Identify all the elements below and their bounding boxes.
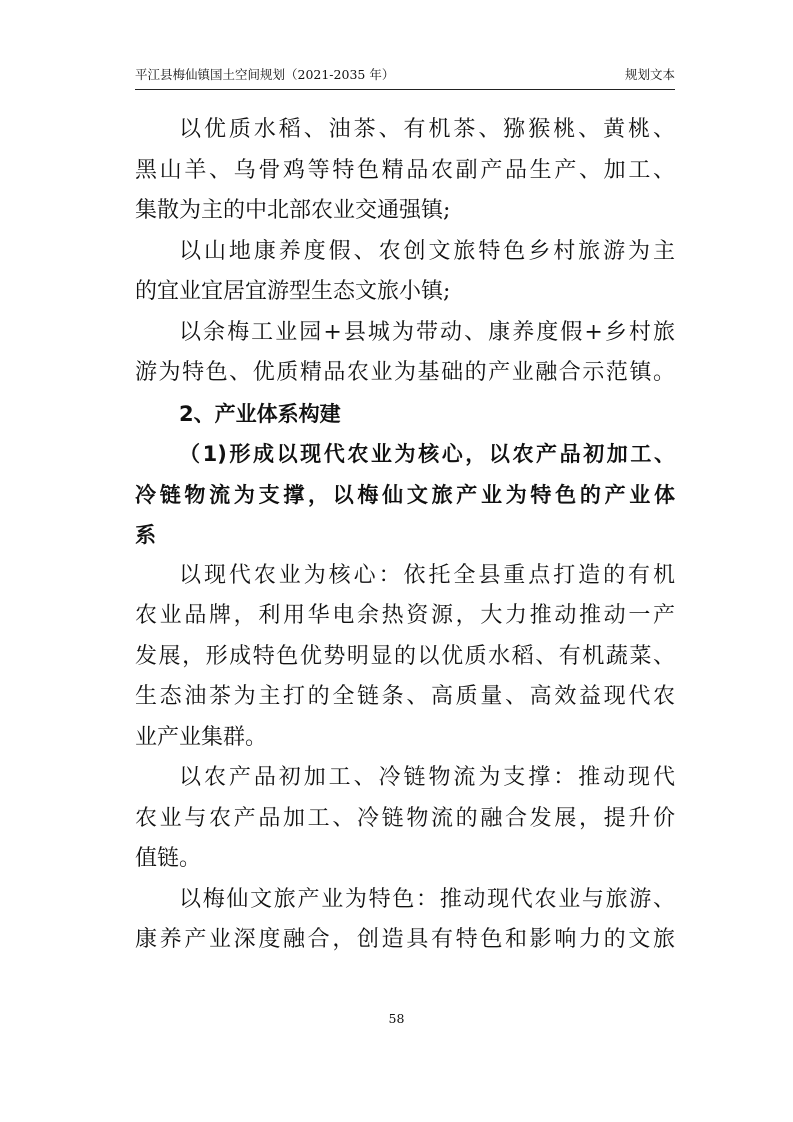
text-line: 以梅仙文旅产业为特色：推动现代农业与旅游、 — [179, 886, 675, 912]
text-line: 值链。 — [135, 846, 202, 871]
section-heading: 2、产业体系构建 — [179, 401, 341, 426]
text-line: 农业与农产品加工、冷链物流的融合发展，提升价 — [135, 805, 675, 831]
text-line: 以余梅工业园+县城为带动、康养度假+乡村旅 — [179, 319, 675, 345]
page-header — [135, 64, 675, 86]
document-title: 平江县梅仙镇国土空间规划（2021-2035 年） — [135, 67, 395, 82]
text-line: 以农产品初加工、冷链物流为支撑：推动现代 — [179, 765, 675, 790]
text-line: 业产业集群。 — [135, 724, 268, 750]
text-line: 以山地康养度假、农创文旅特色乡村旅游为主 — [179, 238, 675, 264]
text-line: 农业品牌，利用华电余热资源，大力推动推动一产 — [135, 603, 675, 628]
text-line: 康养产业深度融合，创造具有特色和影响力的文旅 — [135, 927, 675, 952]
text-line: 生态油茶为主打的全链条、高质量、高效益现代农 — [135, 684, 675, 709]
text-line: 以优质水稻、油茶、有机茶、猕猴桃、黄桃、 — [179, 117, 675, 142]
text-line: 的宜业宜居宜游型生态文旅小镇; — [135, 279, 451, 304]
text-line: 集散为主的中北部农业交通强镇; — [135, 198, 451, 223]
text-line: 黑山羊、乌骨鸡等特色精品农副产品生产、加工、 — [135, 157, 675, 183]
text-line: 游为特色、优质精品农业为基础的产业融合示范镇。 — [135, 360, 675, 385]
page-number: 58 — [388, 1011, 405, 1026]
subsection-heading: （1)形成以现代农业为核心，以农产品初加工、 — [179, 442, 675, 466]
header-divider — [135, 89, 675, 90]
text-line: 发展，形成特色优势明显的以优质水稻、有机蔬菜、 — [135, 643, 675, 669]
document-type: 规划文本 — [624, 67, 675, 82]
text-line: 以现代农业为核心：依托全县重点打造的有机 — [179, 562, 675, 588]
subsection-heading: 冷链物流为支撑，以梅仙文旅产业为特色的产业体 — [135, 482, 675, 507]
body-text — [135, 110, 675, 961]
subsection-heading: 系 — [135, 523, 156, 547]
